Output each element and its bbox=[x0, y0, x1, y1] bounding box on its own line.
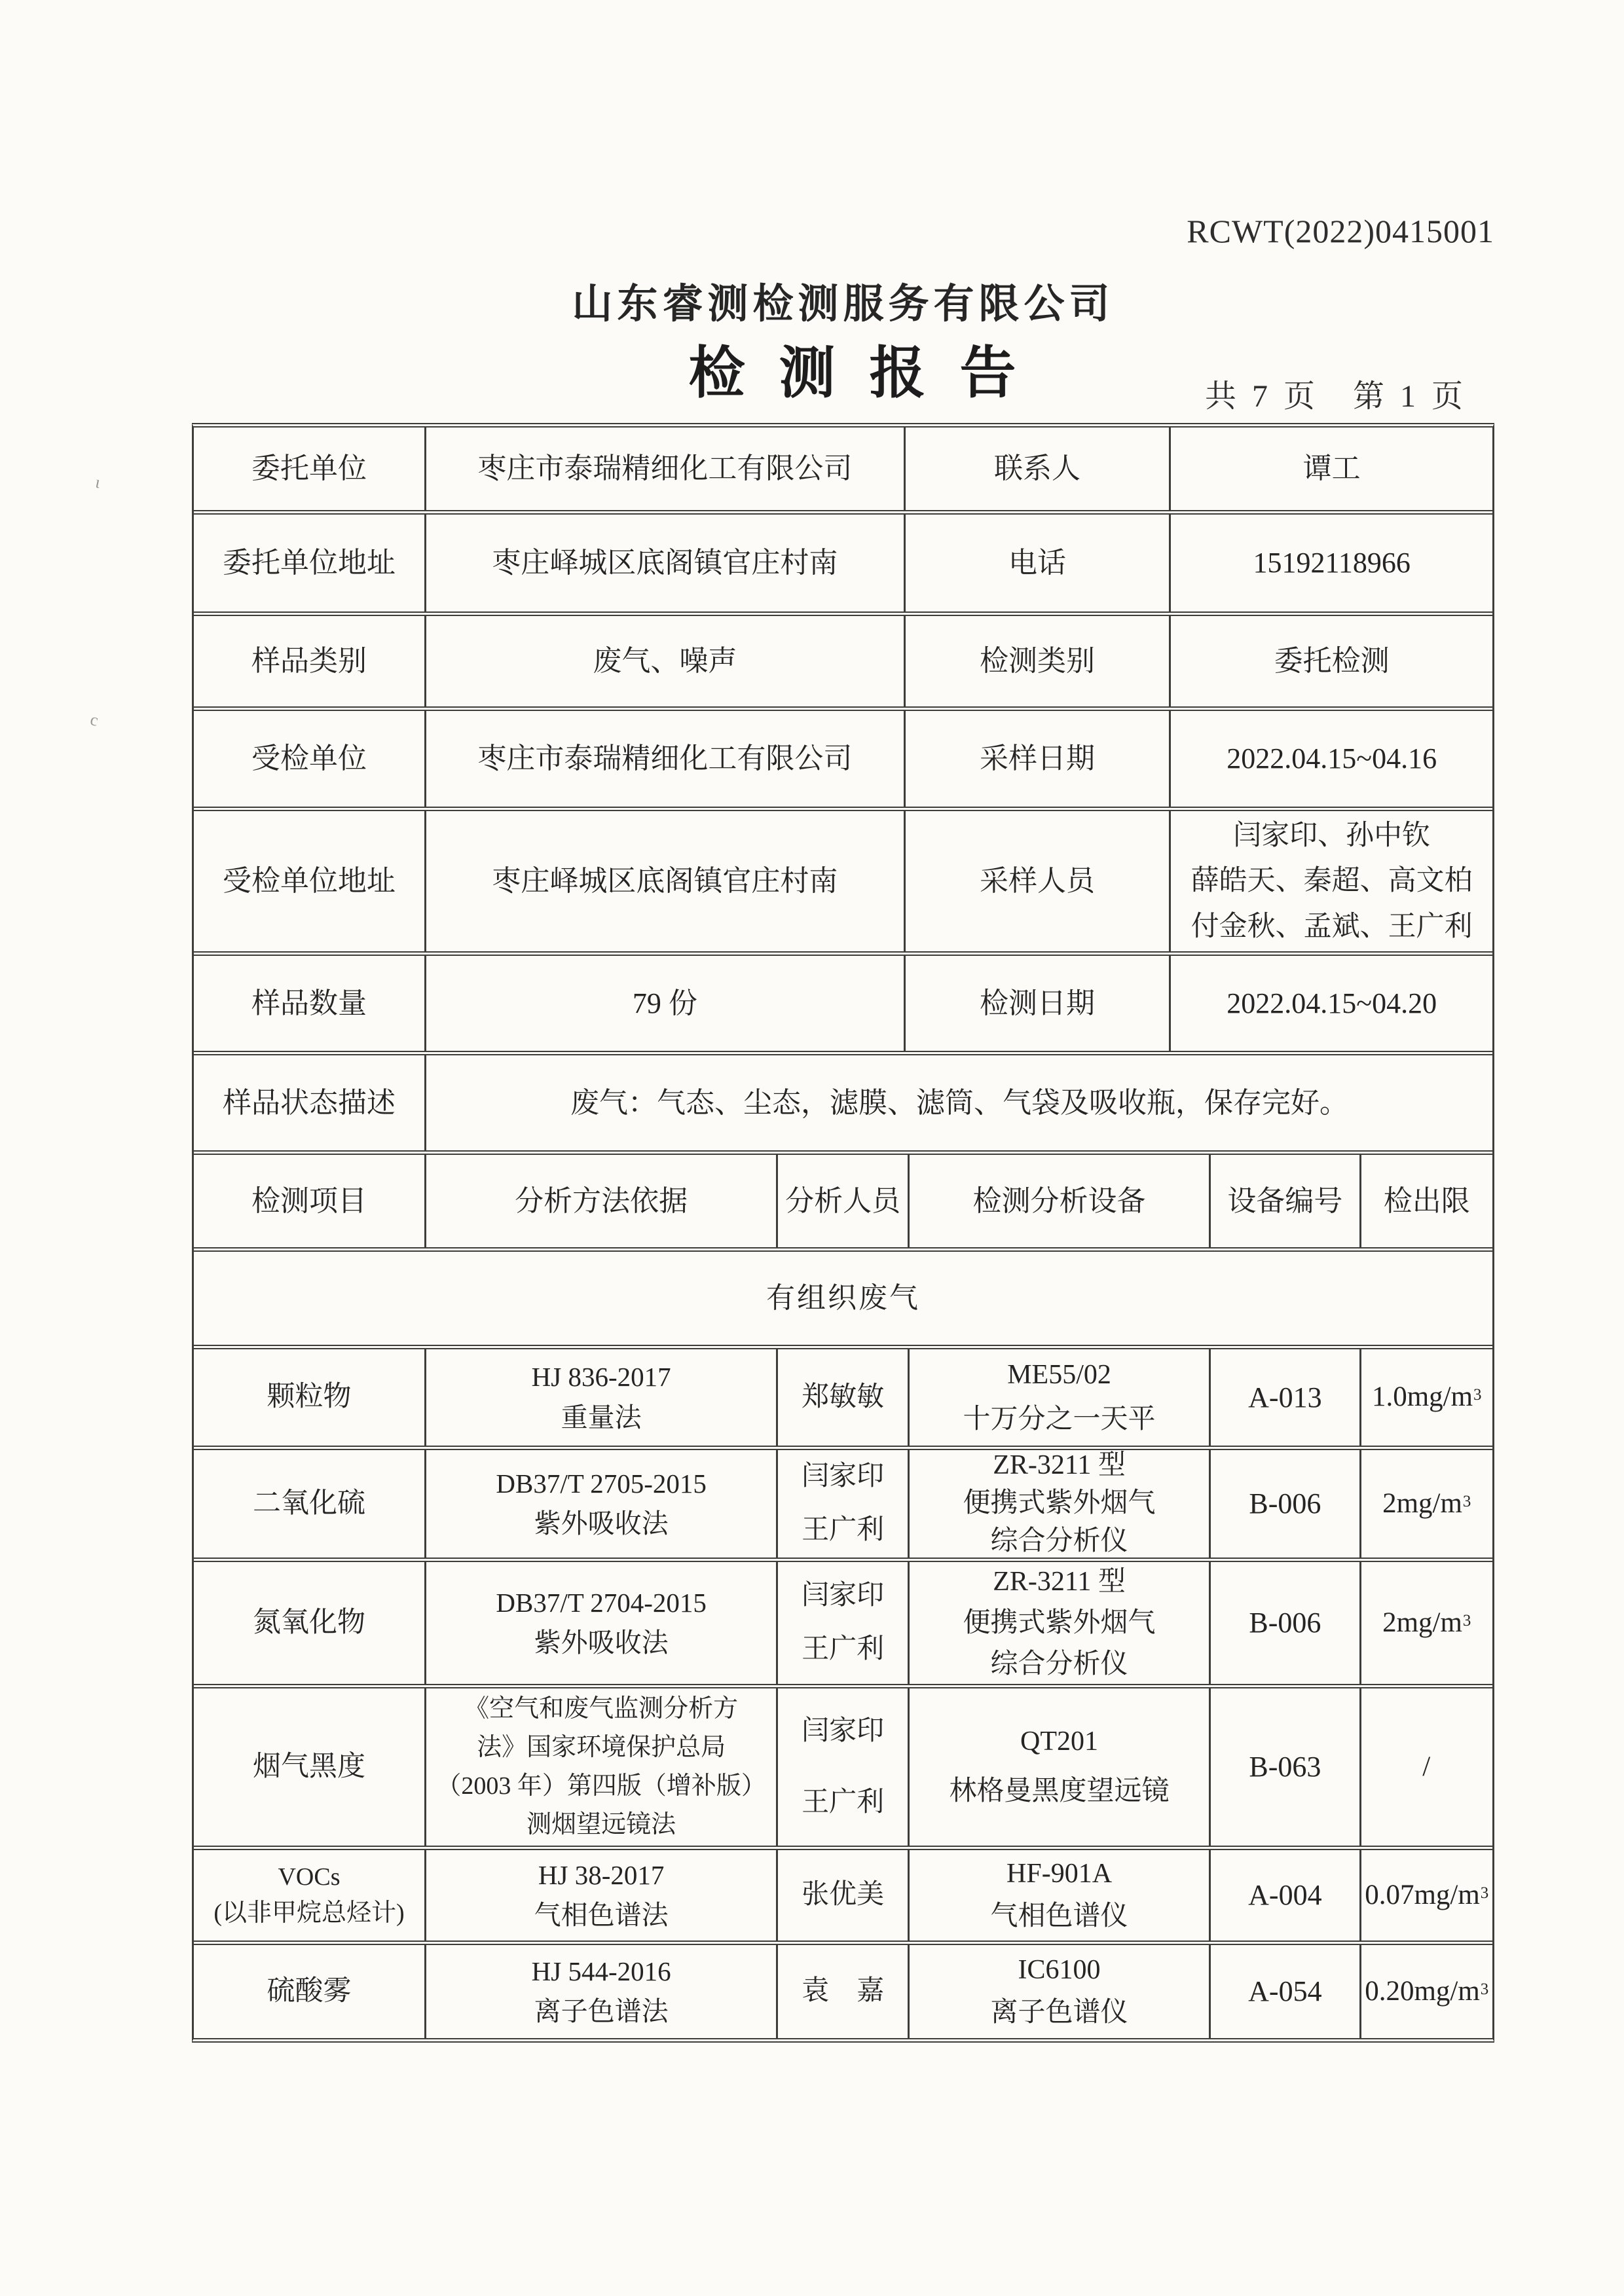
item-cell: 烟气黑度 bbox=[252, 1751, 365, 1782]
column-header: 分析方法依据 bbox=[424, 1155, 776, 1247]
equipment-no-cell: A-054 bbox=[1209, 1945, 1359, 2038]
limit-exponent: 3 bbox=[1480, 1980, 1489, 1998]
method-row-particulate bbox=[194, 1349, 1492, 1450]
scan-speck: c bbox=[88, 710, 100, 730]
info-label: 样品数量 bbox=[251, 987, 367, 1019]
equipment-no-cell: B-006 bbox=[1209, 1450, 1359, 1558]
limit-exponent: 3 bbox=[1473, 1386, 1482, 1404]
info-label: 委托单位地址 bbox=[222, 547, 396, 579]
info-label: 电话 bbox=[904, 515, 1170, 611]
column-header: 检出限 bbox=[1359, 1155, 1492, 1247]
equipment-cell: ZR-3211 型 便携式紫外烟气 综合分析仪 bbox=[908, 1562, 1209, 1684]
analyst-cell: 闫家印 王广利 bbox=[776, 1688, 907, 1846]
report-table bbox=[192, 423, 1494, 2043]
method-header-row bbox=[194, 1155, 1492, 1252]
report-title: 检测报告 bbox=[688, 342, 1050, 405]
page-total: 共 7 页 bbox=[1205, 379, 1320, 414]
limit-value: 0.07mg/m bbox=[1365, 1879, 1480, 1910]
section-row bbox=[194, 1252, 1492, 1349]
column-header: 分析人员 bbox=[776, 1155, 907, 1247]
item-cell: 颗粒物 bbox=[267, 1381, 352, 1413]
limit-value: / bbox=[1422, 1751, 1431, 1782]
info-row-client-address bbox=[194, 515, 1492, 616]
info-value: 2022.04.15~04.20 bbox=[1169, 956, 1492, 1051]
info-value: 枣庄市泰瑞精细化工有限公司 bbox=[424, 428, 904, 510]
info-row-client bbox=[194, 428, 1492, 515]
item-cell: 硫酸雾 bbox=[267, 1975, 352, 2007]
page-info bbox=[1205, 371, 1493, 416]
info-label: 检测日期 bbox=[904, 956, 1170, 1051]
info-row-sample-count bbox=[194, 956, 1492, 1055]
detection-limit-cell bbox=[1359, 1450, 1492, 1558]
analyst-cell: 袁 嘉 bbox=[776, 1945, 907, 2038]
info-value: 枣庄峄城区底阁镇官庄村南 bbox=[424, 811, 904, 951]
equipment-cell: QT201 林格曼黑度望远镜 bbox=[908, 1688, 1209, 1846]
item-cell: 氮氧化物 bbox=[252, 1607, 365, 1638]
equipment-no-cell: A-004 bbox=[1209, 1850, 1359, 1941]
page-current: 第 1 页 bbox=[1353, 379, 1467, 414]
detection-limit-cell bbox=[1359, 1349, 1492, 1446]
method-row-vocs bbox=[194, 1850, 1492, 1945]
column-header: 检测项目 bbox=[251, 1184, 367, 1217]
detection-limit-cell bbox=[1359, 1688, 1492, 1846]
column-header: 设备编号 bbox=[1209, 1155, 1359, 1247]
info-label: 样品类别 bbox=[251, 645, 367, 677]
equipment-no-cell: B-063 bbox=[1209, 1688, 1359, 1846]
method-cell: HJ 836-2017 重量法 bbox=[424, 1349, 776, 1446]
analyst-cell: 闫家印 王广利 bbox=[776, 1450, 907, 1558]
analyst-cell: 郑敏敏 bbox=[776, 1349, 907, 1446]
info-row-sample-category bbox=[194, 616, 1492, 711]
method-cell: 《空气和废气监测分析方 法》国家环境保护总局 （2003 年）第四版（增补版） 测烟望远镜法 bbox=[424, 1688, 776, 1846]
equipment-no-cell: A-013 bbox=[1209, 1349, 1359, 1446]
column-header: 检测分析设备 bbox=[908, 1155, 1209, 1247]
method-cell: DB37/T 2704-2015 紫外吸收法 bbox=[424, 1562, 776, 1684]
info-value: 15192118966 bbox=[1169, 515, 1492, 611]
info-row-inspected-unit bbox=[194, 711, 1492, 811]
item-cell: VOCs (以非甲烷总烃计) bbox=[213, 1863, 405, 1927]
info-label: 受检单位地址 bbox=[222, 865, 396, 897]
limit-value: 0.20mg/m bbox=[1365, 1975, 1480, 2007]
item-cell: 二氧化硫 bbox=[252, 1487, 365, 1519]
limit-value: 1.0mg/m bbox=[1371, 1381, 1473, 1413]
method-row-nox bbox=[194, 1562, 1492, 1688]
equipment-cell: ZR-3211 型 便携式紫外烟气 综合分析仪 bbox=[908, 1450, 1209, 1558]
report-number: RCWT(2022)0415001 bbox=[1187, 213, 1494, 249]
equipment-no-cell: B-006 bbox=[1209, 1562, 1359, 1684]
sample-state-value: 废气：气态、尘态，滤膜、滤筒、气袋及吸收瓶，保存完好。 bbox=[424, 1055, 1492, 1150]
info-label: 样品状态描述 bbox=[222, 1086, 396, 1119]
detection-limit-cell bbox=[1359, 1562, 1492, 1684]
info-value: 2022.04.15~04.16 bbox=[1169, 711, 1492, 807]
detection-limit-cell bbox=[1359, 1945, 1492, 2038]
sampling-personnel: 闫家印、孙中钦 薛皓天、秦超、高文柏 付金秋、孟斌、王广利 bbox=[1169, 811, 1492, 951]
info-label: 联系人 bbox=[904, 428, 1170, 510]
method-cell: DB37/T 2705-2015 紫外吸收法 bbox=[424, 1450, 776, 1558]
method-row-smoke-blackness bbox=[194, 1688, 1492, 1850]
limit-exponent: 3 bbox=[1462, 1492, 1471, 1510]
detection-limit-cell bbox=[1359, 1850, 1492, 1941]
limit-value: 2mg/m bbox=[1382, 1607, 1462, 1638]
info-value: 委托检测 bbox=[1169, 616, 1492, 706]
info-label: 委托单位 bbox=[251, 452, 367, 484]
method-row-so2 bbox=[194, 1450, 1492, 1562]
info-label: 受检单位 bbox=[251, 742, 367, 774]
info-row-inspected-address bbox=[194, 811, 1492, 956]
info-value: 枣庄市泰瑞精细化工有限公司 bbox=[424, 711, 904, 807]
scan-speck: ι bbox=[94, 472, 103, 492]
analyst-cell: 张优美 bbox=[776, 1850, 907, 1941]
info-row-sample-state bbox=[194, 1055, 1492, 1155]
info-value: 谭工 bbox=[1169, 428, 1492, 510]
info-label: 采样人员 bbox=[904, 811, 1170, 951]
info-value: 79 份 bbox=[424, 956, 904, 1051]
analyst-cell: 闫家印 王广利 bbox=[776, 1562, 907, 1684]
limit-exponent: 3 bbox=[1480, 1884, 1489, 1902]
equipment-cell: ME55/02 十万分之一天平 bbox=[908, 1349, 1209, 1446]
info-label: 采样日期 bbox=[904, 711, 1170, 807]
info-value: 枣庄峄城区底阁镇官庄村南 bbox=[424, 515, 904, 611]
limit-value: 2mg/m bbox=[1382, 1487, 1462, 1519]
limit-exponent: 3 bbox=[1462, 1611, 1471, 1630]
method-row-sulfuric-mist bbox=[194, 1945, 1492, 2038]
equipment-cell: IC6100 离子色谱仪 bbox=[908, 1945, 1209, 2038]
method-cell: HJ 544-2016 离子色谱法 bbox=[424, 1945, 776, 2038]
method-cell: HJ 38-2017 气相色谱法 bbox=[424, 1850, 776, 1941]
company-name: 山东睿测检测服务有限公司 bbox=[572, 282, 1115, 327]
equipment-cell: HF-901A 气相色谱仪 bbox=[908, 1850, 1209, 1941]
info-value: 废气、噪声 bbox=[424, 616, 904, 706]
info-label: 检测类别 bbox=[904, 616, 1170, 706]
section-title: 有组织废气 bbox=[766, 1282, 920, 1314]
